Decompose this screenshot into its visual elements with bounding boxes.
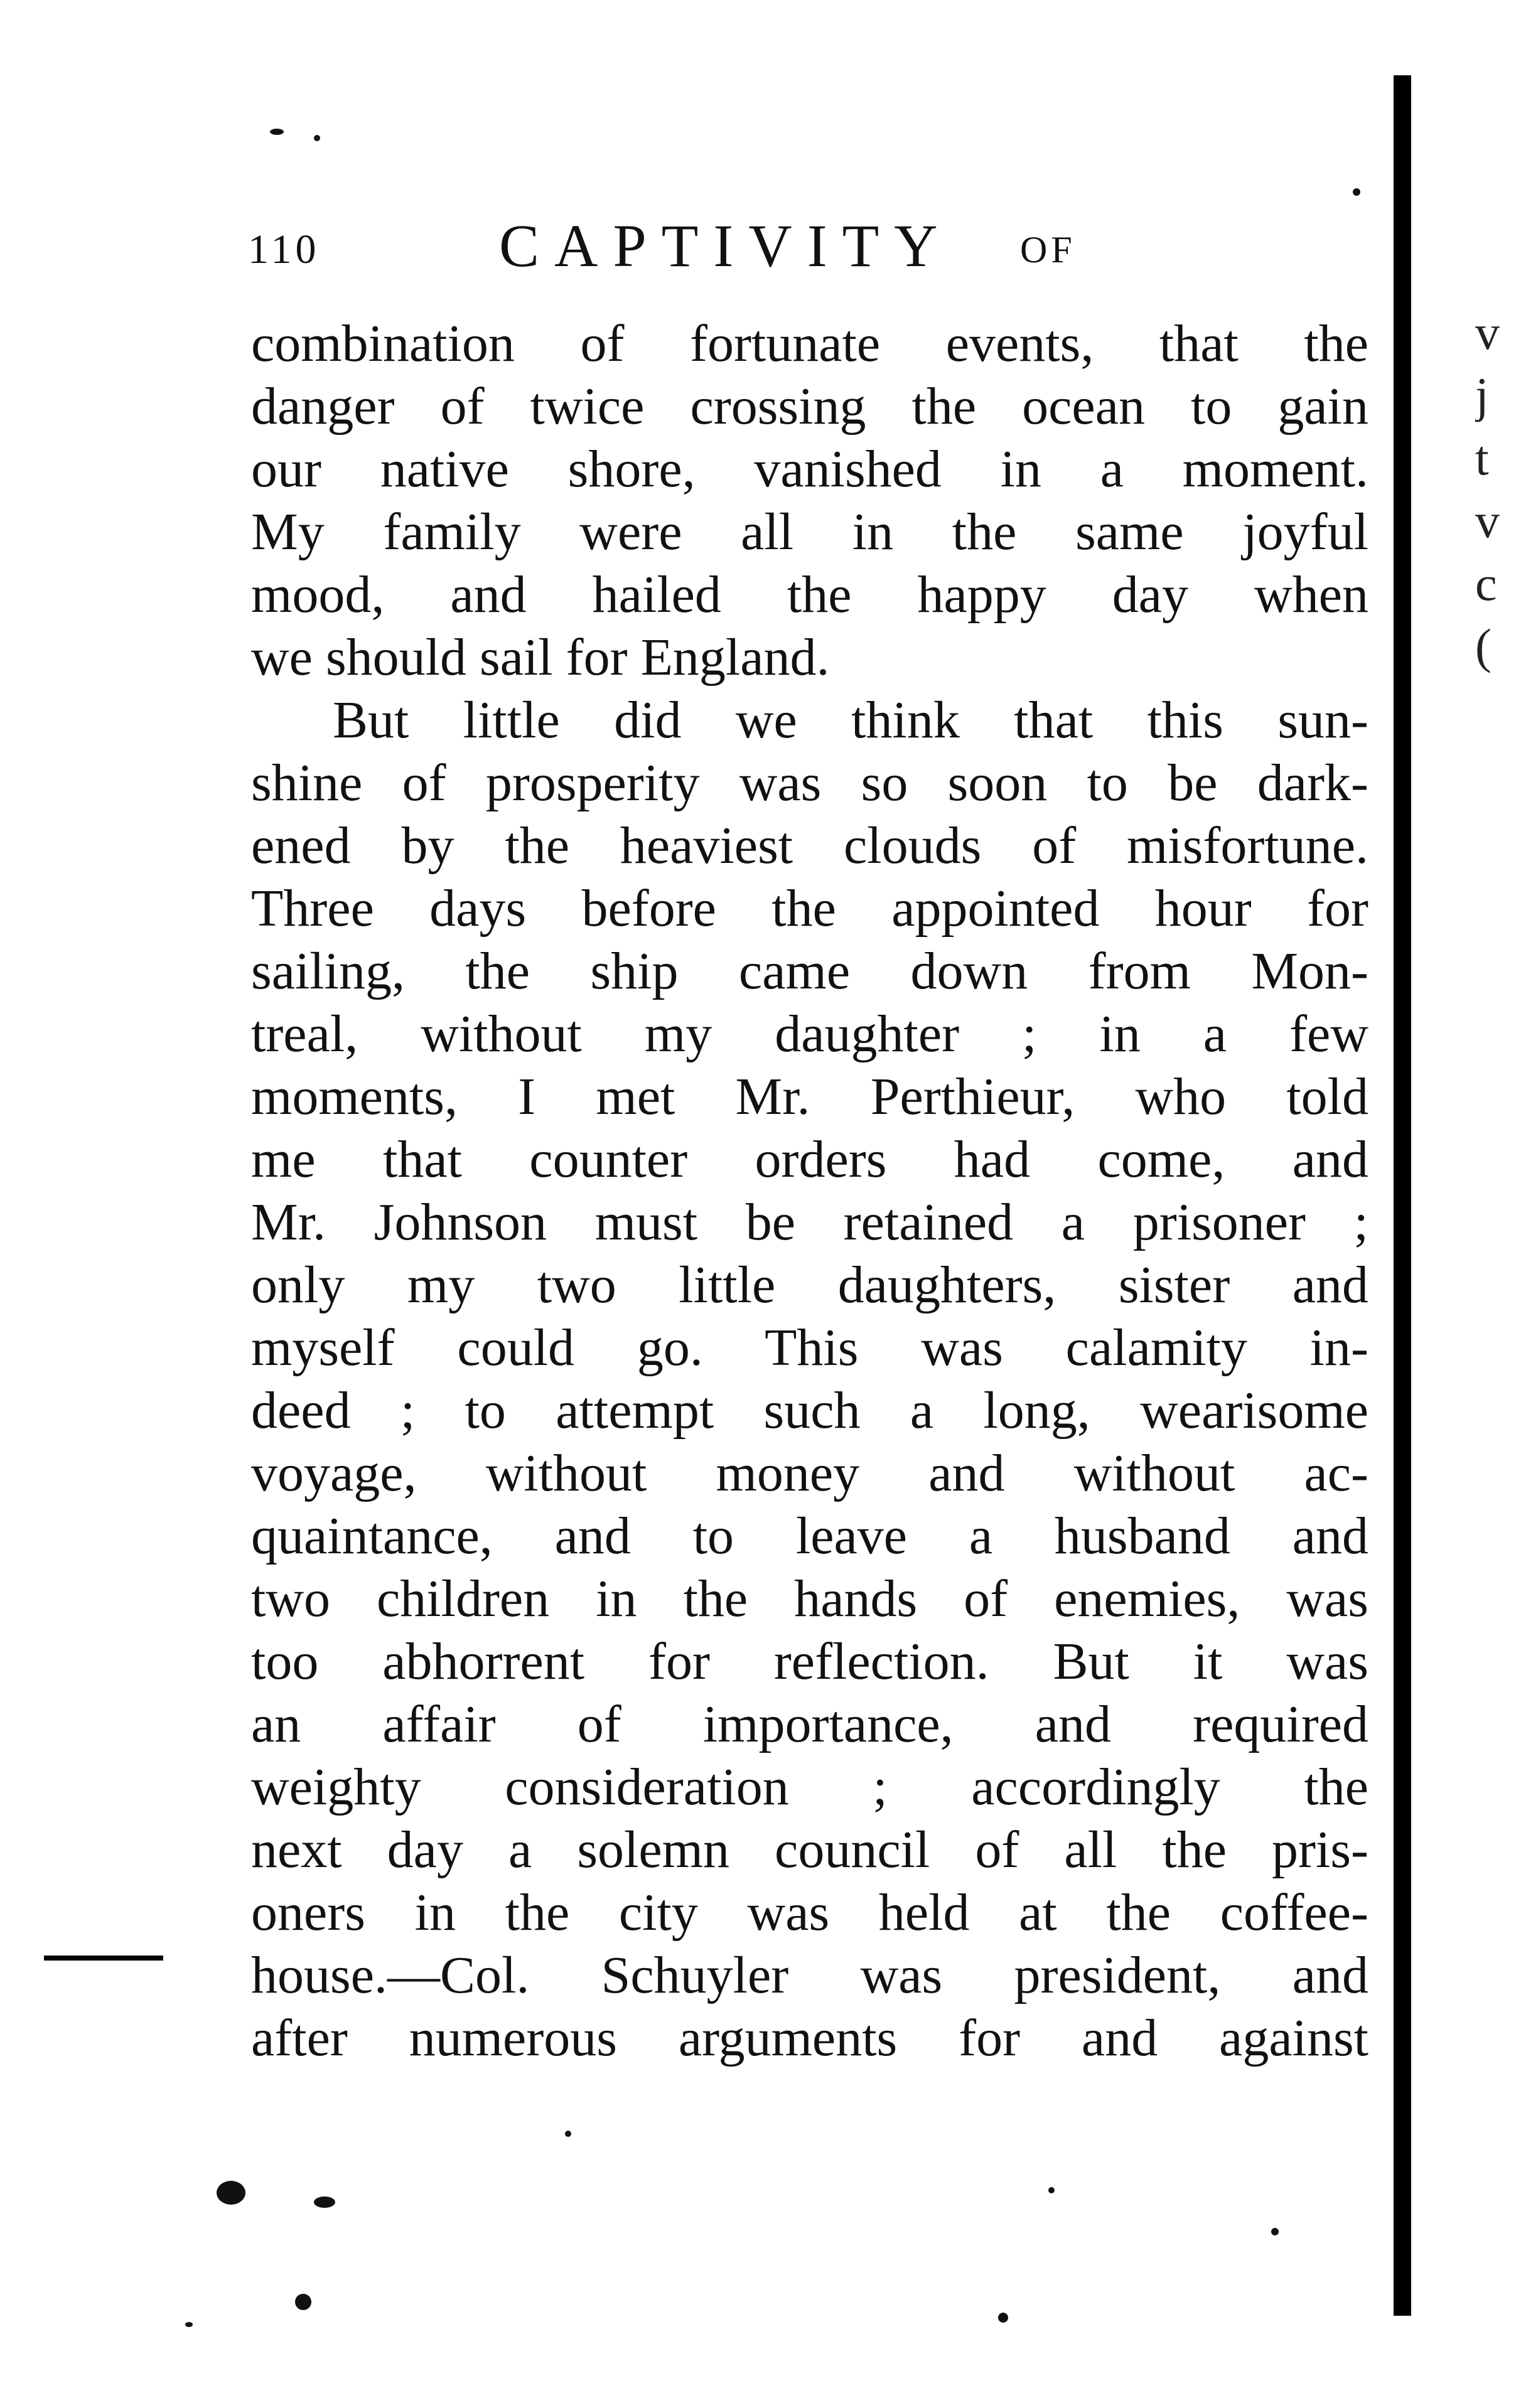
margin-rule (44, 1956, 163, 1961)
text-line: after numerous arguments for and against (251, 2009, 1368, 2067)
text-line: shine of prosperity was so soon to be dark- (251, 754, 1368, 812)
scan-speck (314, 2197, 335, 2208)
text-line: combination of fortunate events, that the (251, 314, 1368, 373)
scan-speck (314, 135, 320, 141)
running-head-suffix: OF (1020, 229, 1076, 270)
text-line: Mr. Johnson must be retained a prisoner ; (251, 1193, 1368, 1251)
text-line: me that counter orders had come, and (251, 1130, 1368, 1189)
text-line: next day a solemn council of all the pris- (251, 1821, 1368, 1879)
scan-speck (1271, 2228, 1279, 2235)
binding-edge-rule (1394, 75, 1411, 2316)
text-line: moments, I met Mr. Perthieur, who told (251, 1068, 1368, 1126)
facing-page-fragment: ( (1475, 619, 1491, 673)
text-line: My family were all in the same joyful (251, 503, 1368, 561)
text-line: danger of twice crossing the ocean to gain (251, 377, 1368, 436)
facing-page-fragment: t (1475, 431, 1489, 485)
text-line: our native shore, vanished in a moment. (251, 440, 1368, 498)
text-line: voyage, without money and without ac- (251, 1444, 1368, 1502)
text-line: too abhorrent for reflection. But it was (251, 1632, 1368, 1691)
text-line: treal, without my daughter ; in a few (251, 1005, 1368, 1063)
text-line: deed ; to attempt such a long, wearisome (251, 1381, 1368, 1440)
scan-speck (270, 129, 284, 135)
facing-page-fragment: j (1475, 368, 1489, 422)
text-line: only my two little daughters, sister and (251, 1256, 1368, 1314)
scan-speck (1353, 188, 1360, 196)
text-line: myself could go. This was calamity in- (251, 1319, 1368, 1377)
scan-speck (998, 2313, 1008, 2323)
facing-page-fragment: v (1475, 305, 1500, 360)
page-header (248, 201, 1127, 279)
scan-speck (565, 2131, 571, 2137)
text-line: house.—Col. Schuyler was president, and (251, 1946, 1368, 2004)
facing-page-fragment: c (1475, 556, 1497, 611)
text-line: oners in the city was held at the coffee- (251, 1883, 1368, 1942)
scan-speck (185, 2322, 193, 2327)
text-line: sailing, the ship came down from Mon- (251, 942, 1368, 1000)
text-line: weighty consideration ; accordingly the (251, 1758, 1368, 1816)
text-line: two children in the hands of enemies, was (251, 1570, 1368, 1628)
text-line: an affair of importance, and required (251, 1695, 1368, 1753)
body-text (251, 313, 1368, 2070)
text-line: mood, and hailed the happy day when (251, 565, 1368, 624)
page-number: 110 (248, 227, 320, 272)
scan-speck (295, 2294, 311, 2310)
text-line: quaintance, and to leave a husband and (251, 1507, 1368, 1565)
paragraph-first-line: But little did we think that this sun- (333, 691, 1368, 749)
text-line: we should sail for England. (251, 628, 830, 687)
text-line: Three days before the appointed hour for (251, 879, 1368, 938)
facing-page-fragment: v (1475, 493, 1500, 548)
running-head: CAPTIVITY (499, 212, 953, 279)
scan-speck (1048, 2187, 1055, 2193)
facing-page-bleed (1475, 301, 1521, 678)
scan-speck (217, 2181, 245, 2205)
text-line: ened by the heaviest clouds of misfortune. (251, 816, 1368, 875)
